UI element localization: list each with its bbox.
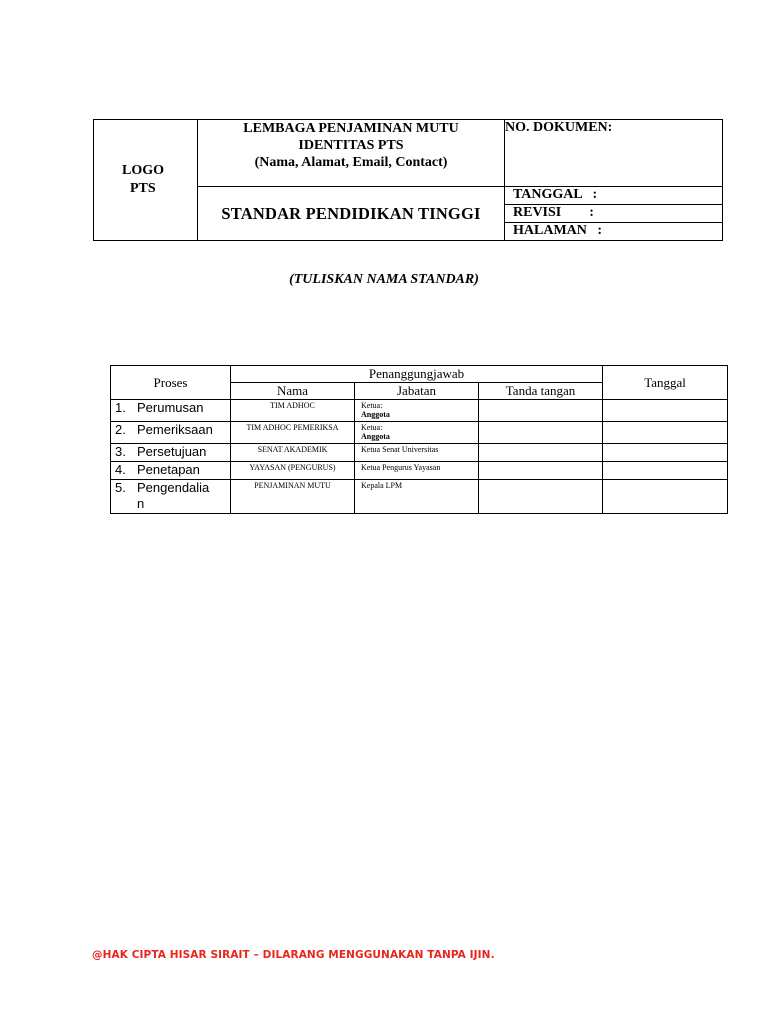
signature-cell[interactable] [479,422,603,444]
signature-cell[interactable] [479,462,603,480]
nama-cell: PENJAMINAN MUTU [231,480,355,514]
signature-cell[interactable] [479,444,603,462]
header-proses: Proses [111,366,231,400]
date-cell[interactable] [603,480,728,514]
header-penanggungjawab: Penanggungjawab [231,366,603,383]
page-field: HALAMAN : [505,223,723,241]
document-header-table [93,119,723,241]
proses-cell: 2. Pemeriksaan [111,422,231,444]
nama-cell: SENAT AKADEMIK [231,444,355,462]
signature-cell[interactable] [479,400,603,422]
jabatan-cell: Ketua Pengurus Yayasan [355,462,479,480]
institution-line-2: IDENTITAS PTS [298,138,404,153]
document-number: NO. DOKUMEN: [505,120,723,187]
table-row [111,462,728,480]
date-field: TANGGAL : [505,187,723,205]
jabatan-cell: Ketua Senat Universitas [355,444,479,462]
date-cell[interactable] [603,444,728,462]
institution-line-1: LEMBAGA PENJAMINAN MUTU [243,121,459,136]
date-cell[interactable] [603,400,728,422]
logo-line-1: LOGO [122,163,165,178]
header-tanda-tangan: Tanda tangan [479,383,603,400]
header-tanggal: Tanggal [603,366,728,400]
logo-line-2: PTS [130,181,156,196]
standard-title: STANDAR PENDIDIKAN TINGGI [198,187,505,241]
jabatan-cell: Ketua: Anggota [355,400,479,422]
revision-field: REVISI : [505,205,723,223]
nama-cell: YAYASAN (PENGURUS) [231,462,355,480]
signature-cell[interactable] [479,480,603,514]
date-cell[interactable] [603,422,728,444]
proses-cell: 5. Pengendalia n [111,480,231,514]
date-cell[interactable] [603,462,728,480]
proses-cell: 3. Persetujuan [111,444,231,462]
proses-cell: 4. Penetapan [111,462,231,480]
responsibility-table [110,365,728,514]
standard-name-placeholder: (TULISKAN NAMA STANDAR) [289,272,479,287]
nama-cell: TIM ADHOC PEMERIKSA [231,422,355,444]
logo-placeholder [94,120,198,241]
table-row [111,444,728,462]
copyright-notice: @HAK CIPTA HISAR SIRAIT – DILARANG MENGGUNAKAN TANPA IJIN. [92,949,495,961]
institution-identity [198,120,505,187]
header-jabatan: Jabatan [355,383,479,400]
nama-cell: TIM ADHOC [231,400,355,422]
table-row [111,400,728,422]
header-nama: Nama [231,383,355,400]
proses-cell: 1. Perumusan [111,400,231,422]
table-row [111,480,728,514]
jabatan-cell: Kepala LPM [355,480,479,514]
jabatan-cell: Ketua: Anggota [355,422,479,444]
institution-line-3: (Nama, Alamat, Email, Contact) [254,155,448,170]
table-row [111,422,728,444]
